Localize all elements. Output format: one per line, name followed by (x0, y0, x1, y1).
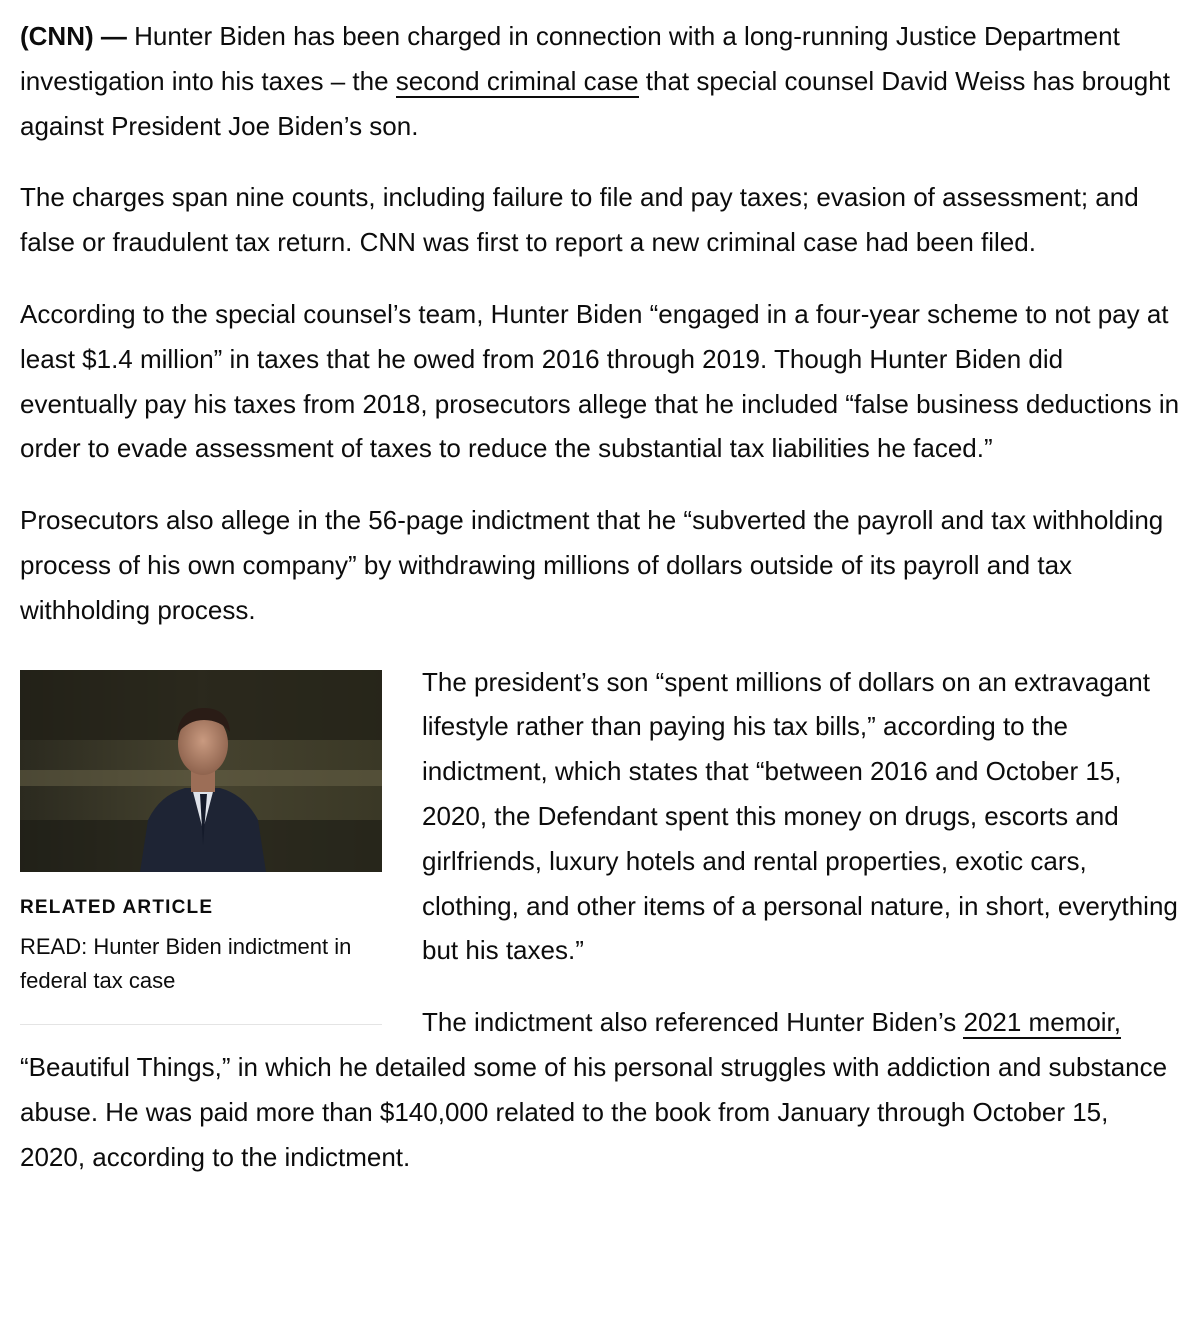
paragraph-6 (20, 1000, 1180, 1179)
paragraph-4: Prosecutors also allege in the 56-page indictment that he “subverted the payroll and tax withholding process of his own company” by withdrawing millions of dollars outside of its payroll and tax withholding process. (20, 505, 1164, 625)
related-article-thumbnail[interactable] (20, 670, 382, 872)
related-article-kicker: RELATED ARTICLE (20, 896, 214, 918)
paragraph-1-text-b: that special counsel David Weiss has brought against President Joe Biden’s son. (20, 65, 1170, 141)
related-article-card[interactable] (20, 670, 382, 1025)
paragraph-5: The president’s son “spent millions of dollars on an extravagant lifestyle rather than paying his tax bills,” according to the indictment, which states that “between 2016 and October 15, 2020, the Defendant spent this money on drugs, escorts and girlfriends, luxury hotels and rental properties, exotic cars, clothing, and other items of a personal nature, in short, everything but his taxes.” (422, 666, 1178, 966)
paragraph-6-text-a: The indictment also referenced Hunter Biden’s (422, 1007, 964, 1038)
second-criminal-case-link[interactable]: second criminal case (395, 65, 639, 96)
paragraph-3: According to the special counsel’s team, Hunter Biden “engaged in a four-year scheme to not pay at least $1.4 million” in taxes that he owed from 2016 through 2019. Though Hunter Biden did eventually pay his taxes from 2018, prosecutors allege that he included “false business deductions in order to evade assessment of taxes to reduce the substantial tax liabilities he faced.” (20, 298, 1180, 464)
paragraph-6-text-b: “Beautiful Things,” in which he detailed some of his personal struggles with addiction and substance abuse. He was paid more than $140,000 related to the book from January through October 15, 2020, according to the indictment. (20, 1051, 1168, 1172)
paragraph-1-text-a: Hunter Biden has been charged in connection with a long-running Justice Department investigation into his taxes – the (20, 21, 1120, 96)
memoir-link[interactable]: 2021 memoir, (963, 1007, 1122, 1038)
paragraph-1 (20, 14, 1180, 148)
paragraph-2: The charges span nine counts, including failure to file and pay taxes; evasion of assessment; and false or fraudulent tax return. CNN was first to report a new criminal case had been filed. (20, 182, 1139, 258)
related-article-link[interactable]: READ: Hunter Biden indictment in federal tax case (20, 933, 352, 993)
source-tag: (CNN) — (20, 21, 127, 51)
